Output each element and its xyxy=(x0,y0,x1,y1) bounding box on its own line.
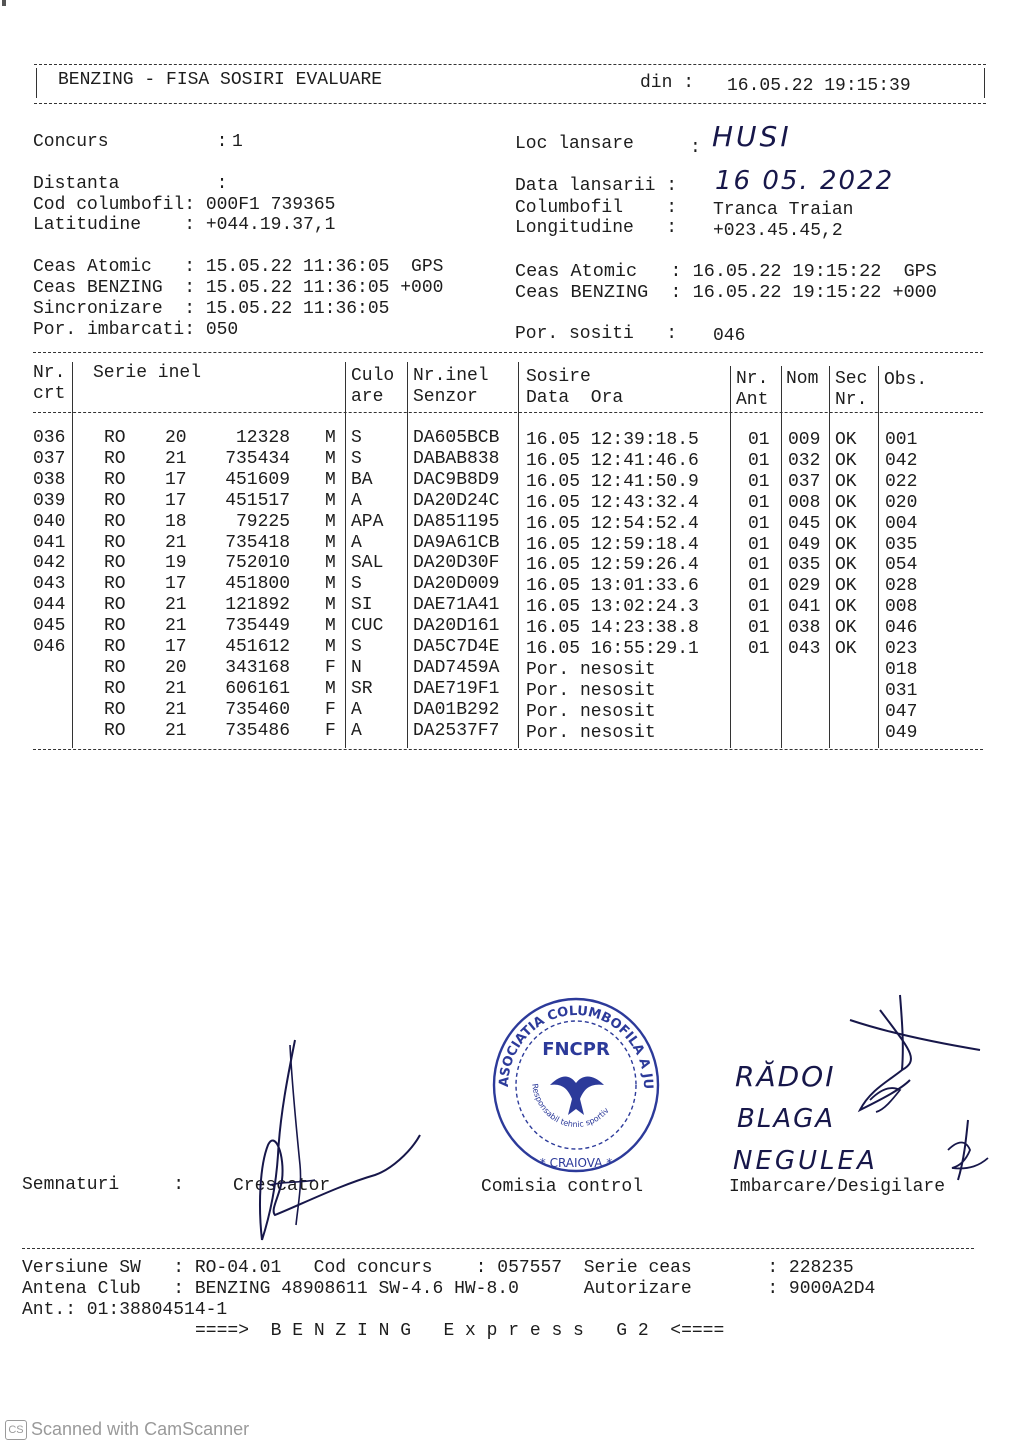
cell-tara: RO xyxy=(104,428,126,448)
versiune-line: Versiune SW : RO-04.01 Cod concurs : 057557 Serie ceas : 228235 xyxy=(22,1258,854,1278)
cell-sosire: Por. nesosit xyxy=(526,722,656,743)
cell-ant: 01 xyxy=(748,618,770,639)
cell-sosire: 16.05 12:39:18.5 xyxy=(526,430,699,450)
cell-obs: 020 xyxy=(885,492,918,513)
cell-nom: 032 xyxy=(788,450,821,471)
header-sosire-2: Data Ora xyxy=(526,388,624,408)
cell-an: 20 xyxy=(165,428,187,448)
por-sositi-value: 046 xyxy=(713,326,746,346)
scan-artifact xyxy=(2,0,6,6)
cell-sosire: 16.05 14:23:38.8 xyxy=(526,618,699,639)
cell-an: 21 xyxy=(165,616,187,637)
col-sep-6 xyxy=(781,366,782,748)
table-header-rule xyxy=(33,412,983,413)
cell-an: 21 xyxy=(165,720,187,741)
cell-an: 17 xyxy=(165,490,187,511)
cell-ant: 01 xyxy=(748,450,770,471)
cell-ant: 01 xyxy=(748,639,770,659)
cell-tara: RO xyxy=(104,699,126,720)
cell-crt: 042 xyxy=(33,553,66,574)
cell-senzor: DABAB838 xyxy=(413,448,500,469)
cell-ant: 01 xyxy=(748,597,770,618)
col-sep-3 xyxy=(407,362,408,748)
cell-an: 17 xyxy=(165,637,187,657)
cell-nom: 049 xyxy=(788,534,821,555)
table-bottom-rule xyxy=(33,749,983,750)
col-sep-2 xyxy=(345,362,346,748)
cell-obs: 018 xyxy=(885,659,918,680)
hand-name-3: NEGULEA xyxy=(733,1146,878,1176)
columbofil-value: Tranca Traian xyxy=(713,200,854,220)
cell-crt: 038 xyxy=(33,469,66,490)
longitudine-value: +023.45.45,2 xyxy=(713,221,843,241)
cell-crt: 045 xyxy=(33,616,66,637)
cell-nom: 045 xyxy=(788,513,821,534)
cell-tara: RO xyxy=(104,553,126,574)
cell-ant: 01 xyxy=(748,555,770,576)
cell-senzor: DA5C7D4E xyxy=(413,637,500,657)
header-top-rule xyxy=(34,64,986,65)
col-sep-8 xyxy=(878,366,879,748)
ceas-atomic-end: Ceas Atomic : 16.05.22 19:15:22 GPS xyxy=(515,261,937,282)
cell-sex: M xyxy=(325,490,336,511)
cell-nom: 038 xyxy=(788,618,821,639)
cell-obs: 046 xyxy=(885,618,918,639)
din-label: din : xyxy=(640,73,695,93)
concurs-label: Concurs : xyxy=(33,132,228,152)
crescator-signature xyxy=(240,1035,440,1245)
cell-an: 21 xyxy=(165,595,187,616)
header-serie-inel: Serie inel xyxy=(93,363,202,383)
cell-sex: M xyxy=(325,637,336,657)
loc-lansare-colon: : xyxy=(690,138,701,158)
cell-crt: 036 xyxy=(33,428,66,448)
cell-culoare: A xyxy=(351,532,362,553)
cell-nr: 735418 xyxy=(225,532,290,553)
cell-senzor: DAC9B8D9 xyxy=(413,469,500,490)
header-obs: Obs. xyxy=(884,370,928,390)
cell-culoare: S xyxy=(351,428,362,448)
stamp-text-top: ASOCIATIA COLUMBOFILA A JU xyxy=(496,1003,656,1090)
cell-obs: 023 xyxy=(885,639,918,659)
cell-obs: 028 xyxy=(885,576,918,597)
stamp-bird-icon xyxy=(550,1077,604,1116)
cell-tara: RO xyxy=(104,511,126,532)
cell-tara: RO xyxy=(104,678,126,699)
cell-senzor: DA20D009 xyxy=(413,574,500,595)
cell-crt: 044 xyxy=(33,595,66,616)
cell-obs: 035 xyxy=(885,534,918,555)
cell-sec: OK xyxy=(835,471,857,492)
header-culoare-2: are xyxy=(351,387,384,407)
cell-obs: 049 xyxy=(885,722,918,743)
cell-nom: 037 xyxy=(788,471,821,492)
sincronizare: Sincronizare : 15.05.22 11:36:05 xyxy=(33,299,390,319)
cell-sec: OK xyxy=(835,534,857,555)
cell-tara: RO xyxy=(104,469,126,490)
cell-ant: 01 xyxy=(748,513,770,534)
cell-crt: 039 xyxy=(33,490,66,511)
cell-an: 21 xyxy=(165,448,187,469)
cell-nr: 451800 xyxy=(225,574,290,595)
cell-senzor: DA20D30F xyxy=(413,553,500,574)
cell-nr: 343168 xyxy=(225,657,290,678)
cell-crt: 046 xyxy=(33,637,66,657)
footer-rule xyxy=(22,1248,974,1249)
cell-crt: 041 xyxy=(33,532,66,553)
cell-sec: OK xyxy=(835,492,857,513)
por-imbarcati: Por. imbarcati: 050 xyxy=(33,320,239,340)
hand-name-2: BLAGA xyxy=(737,1104,836,1134)
header-nrant-1: Nr. xyxy=(736,369,769,389)
cell-culoare: S xyxy=(351,574,362,595)
cell-culoare: A xyxy=(351,720,362,741)
stamp-inner-text: Responsabil tehnic sportiv xyxy=(530,1082,611,1130)
cell-sosire: 16.05 16:55:29.1 xyxy=(526,639,699,659)
cell-an: 17 xyxy=(165,574,187,595)
cell-sex: F xyxy=(325,699,336,720)
cell-ant: 01 xyxy=(748,430,770,450)
cell-culoare: A xyxy=(351,490,362,511)
cell-an: 17 xyxy=(165,469,187,490)
col-sep-7 xyxy=(829,366,830,748)
report-title: BENZING - FISA SOSIRI EVALUARE xyxy=(58,70,383,90)
report-datetime: 16.05.22 19:15:39 xyxy=(727,76,911,96)
col-sep-1 xyxy=(72,362,73,748)
cell-tara: RO xyxy=(104,720,126,741)
cell-sex: M xyxy=(325,532,336,553)
cell-nr: 79225 xyxy=(235,511,290,532)
cell-nom: 041 xyxy=(788,597,821,618)
cod-columbofil: Cod columbofil: 000F1 739365 xyxy=(33,195,336,215)
cell-ant: 01 xyxy=(748,576,770,597)
ant-line: Ant.: 01:38804514-1 xyxy=(22,1300,228,1320)
cell-obs: 042 xyxy=(885,450,918,471)
cell-culoare: SAL xyxy=(351,553,384,574)
cell-nr: 735434 xyxy=(225,448,290,469)
cell-senzor: DA01B292 xyxy=(413,699,500,720)
camscanner-watermark xyxy=(5,1419,249,1440)
cell-an: 20 xyxy=(165,657,187,678)
cell-tara: RO xyxy=(104,490,126,511)
cell-tara: RO xyxy=(104,595,126,616)
cell-nr: 121892 xyxy=(225,595,290,616)
cell-nr: 451612 xyxy=(225,637,290,657)
brand-line: ====> B E N Z I N G E x p r e s s G 2 <==== xyxy=(195,1321,725,1341)
latitudine: Latitudine : +044.19.37,1 xyxy=(33,215,336,235)
cell-sex: M xyxy=(325,428,336,448)
header-left-border xyxy=(36,68,37,98)
header-nrant-2: Ant xyxy=(736,390,769,410)
cell-sec: OK xyxy=(835,618,857,639)
camscanner-text: Scanned with CamScanner xyxy=(31,1419,250,1439)
cell-nr: 735486 xyxy=(225,720,290,741)
header-bottom-rule xyxy=(34,103,986,104)
cell-sex: M xyxy=(325,574,336,595)
cell-sosire: Por. nesosit xyxy=(526,701,656,722)
columbofil-label: Columbofil : xyxy=(515,198,678,218)
cell-sex: M xyxy=(325,595,336,616)
camscanner-icon: CS xyxy=(5,1420,27,1440)
cell-sosire: 16.05 12:54:52.4 xyxy=(526,513,699,534)
cell-crt: 043 xyxy=(33,574,66,595)
header-sec-1: Sec xyxy=(835,369,868,389)
cell-sosire: Por. nesosit xyxy=(526,659,656,680)
cell-tara: RO xyxy=(104,448,126,469)
cell-obs: 047 xyxy=(885,701,918,722)
comisia-control-label: Comisia control xyxy=(481,1177,644,1197)
semnaturi-label: Semnaturi : xyxy=(22,1175,185,1195)
cell-tara: RO xyxy=(104,637,126,657)
cell-ant: 01 xyxy=(748,534,770,555)
header-nr: Nr. xyxy=(33,363,66,383)
imbarcare-desigilare-label: Imbarcare/Desigilare xyxy=(729,1177,946,1197)
cell-culoare: A xyxy=(351,699,362,720)
cell-senzor: DA2537F7 xyxy=(413,720,500,741)
cell-sex: M xyxy=(325,448,336,469)
cell-obs: 004 xyxy=(885,513,918,534)
cell-sex: M xyxy=(325,553,336,574)
cell-culoare: BA xyxy=(351,469,373,490)
cell-nom: 043 xyxy=(788,639,821,659)
cell-sex: F xyxy=(325,657,336,678)
cell-culoare: CUC xyxy=(351,616,384,637)
cell-nom: 009 xyxy=(788,430,821,450)
club-stamp xyxy=(490,995,662,1175)
cell-sosire: 16.05 12:43:32.4 xyxy=(526,492,699,513)
cell-sex: M xyxy=(325,678,336,699)
cell-nom: 035 xyxy=(788,555,821,576)
cell-sec: OK xyxy=(835,450,857,471)
cell-sosire: 16.05 12:41:50.9 xyxy=(526,471,699,492)
loc-lansare-value: HUSI xyxy=(712,120,792,153)
concurs-value: 1 xyxy=(232,132,243,152)
antena-line: Antena Club : BENZING 48908611 SW-4.6 HW-8.0 Autorizare : 9000A2D4 xyxy=(22,1279,876,1299)
header-sosire-1: Sosire xyxy=(526,367,591,387)
data-lansarii-value: 16 05. 2022 xyxy=(715,166,895,196)
header-nrinel-2: Senzor xyxy=(413,387,478,407)
cell-sec: OK xyxy=(835,576,857,597)
cell-sec: OK xyxy=(835,555,857,576)
cell-ant: 01 xyxy=(748,471,770,492)
cell-an: 18 xyxy=(165,511,187,532)
cell-nr: 451517 xyxy=(225,490,290,511)
cell-obs: 054 xyxy=(885,555,918,576)
cell-an: 21 xyxy=(165,699,187,720)
cell-sex: M xyxy=(325,511,336,532)
ceas-benzing-end: Ceas BENZING : 16.05.22 19:15:22 +000 xyxy=(515,282,937,303)
cell-sosire: 16.05 12:59:26.4 xyxy=(526,555,699,576)
col-sep-5 xyxy=(730,366,731,748)
cell-senzor: DAE71A41 xyxy=(413,595,500,616)
longitudine-label: Longitudine : xyxy=(515,218,678,238)
cell-sex: M xyxy=(325,616,336,637)
cell-an: 21 xyxy=(165,678,187,699)
cell-senzor: DA20D24C xyxy=(413,490,500,511)
cell-nom: 029 xyxy=(788,576,821,597)
cell-senzor: DA9A61CB xyxy=(413,532,500,553)
stamp-bottom-text: * CRAIOVA * xyxy=(539,1156,613,1170)
cell-culoare: N xyxy=(351,657,362,678)
crescator-label: Crescator xyxy=(233,1176,331,1196)
loc-lansare-label: Loc lansare xyxy=(515,134,634,154)
header-crt: crt xyxy=(33,384,66,404)
cell-sosire: Por. nesosit xyxy=(526,680,656,701)
cell-nr: 752010 xyxy=(225,553,290,574)
table-top-rule xyxy=(33,352,983,353)
cell-culoare: S xyxy=(351,637,362,657)
cell-senzor: DA851195 xyxy=(413,511,500,532)
cell-sosire: 16.05 12:59:18.4 xyxy=(526,534,699,555)
header-sec-2: Nr. xyxy=(835,390,868,410)
cell-crt: 037 xyxy=(33,448,66,469)
cell-sosire: 16.05 13:01:33.6 xyxy=(526,576,699,597)
header-right-border xyxy=(984,68,985,98)
cell-senzor: DAD7459A xyxy=(413,657,500,678)
cell-obs: 031 xyxy=(885,680,918,701)
cell-nr: 451609 xyxy=(225,469,290,490)
cell-senzor: DA20D161 xyxy=(413,616,500,637)
cell-tara: RO xyxy=(104,574,126,595)
cell-nr: 735449 xyxy=(225,616,290,637)
cell-sosire: 16.05 13:02:24.3 xyxy=(526,597,699,618)
cell-sec: OK xyxy=(835,639,857,659)
cell-senzor: DAE719F1 xyxy=(413,678,500,699)
ceas-atomic-start: Ceas Atomic : 15.05.22 11:36:05 GPS xyxy=(33,257,444,277)
cell-obs: 008 xyxy=(885,597,918,618)
cell-obs: 022 xyxy=(885,471,918,492)
cell-nom: 008 xyxy=(788,492,821,513)
cell-tara: RO xyxy=(104,532,126,553)
imbarcare-signature xyxy=(840,990,1010,1200)
cell-nr: 735460 xyxy=(225,699,290,720)
cell-an: 21 xyxy=(165,532,187,553)
cell-culoare: APA xyxy=(351,511,384,532)
cell-nr: 12328 xyxy=(235,428,290,448)
cell-crt: 040 xyxy=(33,511,66,532)
cell-tara: RO xyxy=(104,616,126,637)
stamp-center-text: FNCPR xyxy=(542,1039,610,1060)
cell-sex: M xyxy=(325,469,336,490)
cell-sec: OK xyxy=(835,513,857,534)
cell-culoare: S xyxy=(351,448,362,469)
por-sositi-label: Por. sositi : xyxy=(515,324,678,344)
cell-sec: OK xyxy=(835,597,857,618)
cell-culoare: SI xyxy=(351,595,373,616)
hand-name-1: RĂDOI xyxy=(735,1060,836,1093)
header-nrinel-1: Nr.inel xyxy=(413,366,489,386)
cell-an: 19 xyxy=(165,553,187,574)
distanta-label: Distanta : xyxy=(33,174,228,194)
cell-ant: 01 xyxy=(748,492,770,513)
cell-sosire: 16.05 12:41:46.6 xyxy=(526,450,699,471)
cell-tara: RO xyxy=(104,657,126,678)
header-nom: Nom xyxy=(786,369,819,389)
cell-senzor: DA605BCB xyxy=(413,428,500,448)
cell-sec: OK xyxy=(835,430,857,450)
data-lansarii-label: Data lansarii : xyxy=(515,176,678,196)
cell-sex: F xyxy=(325,720,336,741)
col-sep-4 xyxy=(518,362,519,748)
ceas-benzing-start: Ceas BENZING : 15.05.22 11:36:05 +000 xyxy=(33,278,444,298)
cell-nr: 606161 xyxy=(225,678,290,699)
header-culoare-1: Culo xyxy=(351,366,395,386)
cell-culoare: SR xyxy=(351,678,373,699)
cell-obs: 001 xyxy=(885,430,918,450)
